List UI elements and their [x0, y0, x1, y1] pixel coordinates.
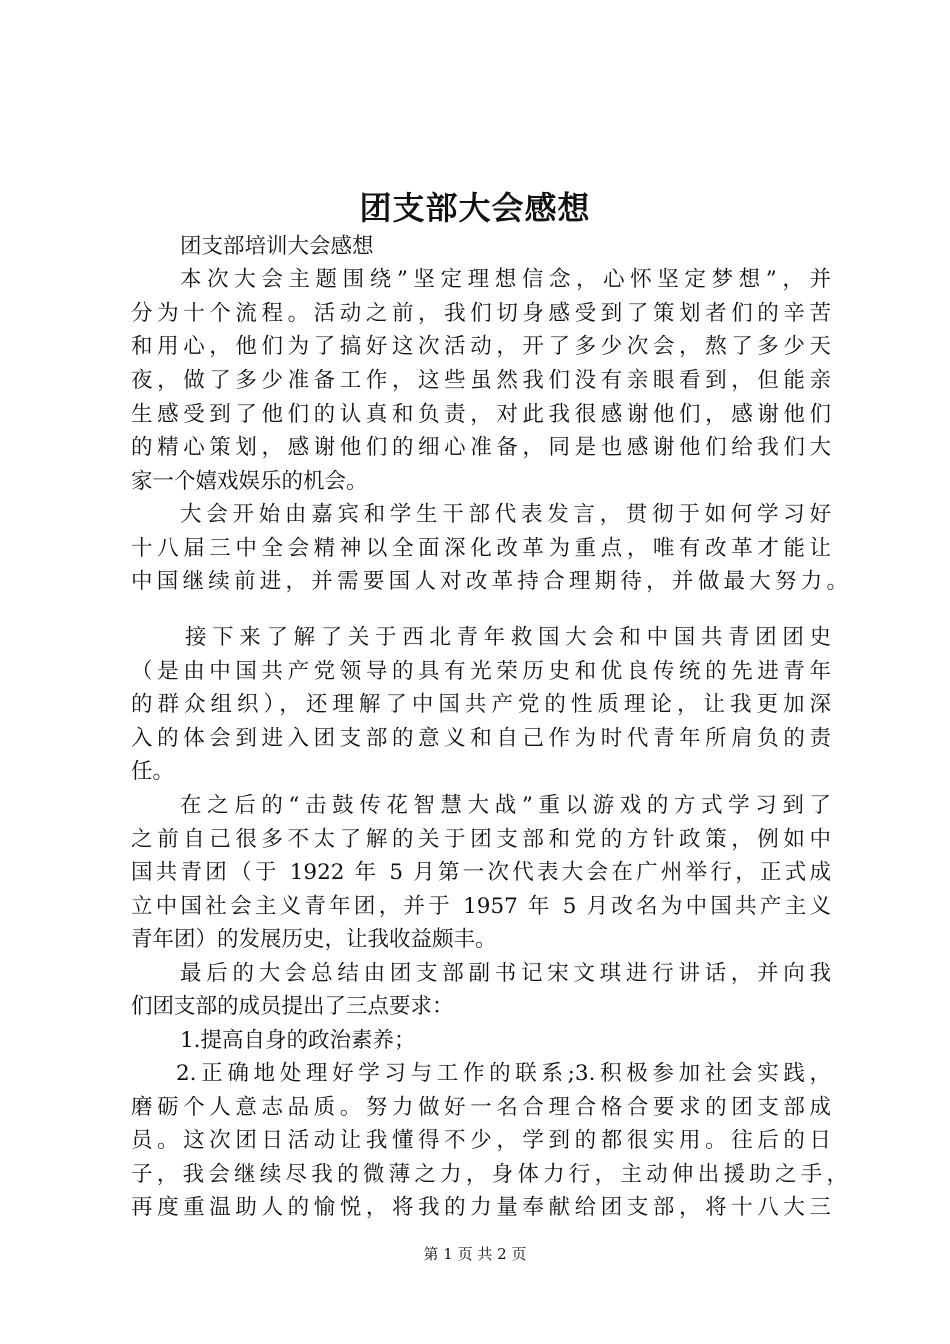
text-line: 夜，做了多少准备工作，这些虽然我们没有亲眼看到，但能亲 — [131, 368, 831, 393]
text-line: 磨砺个人意志品质。努力做好一名合理合格合要求的团支部成 — [131, 1095, 831, 1120]
text-line: 们团支部的成员提出了三点要求： — [131, 994, 454, 1019]
text-line: 团支部培训大会感想 — [180, 234, 374, 259]
text-line: 1.提高自身的政治素养； — [180, 1028, 416, 1053]
text-line: 立中国社会主义青年团，并于 1957 年 5 月改名为中国共产主义 — [131, 894, 831, 919]
text-line: 接下来了解了关于西北青年救国大会和中国共青团团史 — [185, 625, 831, 650]
text-line: 中国继续前进，并需要国人对改革持合理期待，并做最大努力。 — [131, 569, 848, 594]
text-line: 国共青团（于 1922 年 5 月第一次代表大会在广州举行，正式成 — [131, 860, 831, 885]
text-line: 在之后的“击鼓传花智慧大战”重以游戏的方式学习到了 — [180, 793, 831, 818]
text-line: 十八届三中全会精神以全面深化改革为重点，唯有改革才能让 — [131, 536, 831, 561]
text-line: 本次大会主题围绕”坚定理想信念，心怀坚定梦想”，并 — [180, 267, 831, 292]
text-line: 分为十个流程。活动之前，我们切身感受到了策划者们的辛苦 — [131, 301, 831, 326]
page-number-footer: 第 1 页 共 2 页 — [423, 1245, 527, 1263]
text-line: 和用心，他们为了搞好这次活动，开了多少次会，熬了多少天 — [131, 334, 831, 359]
text-line: 青年团）的发展历史，让我收益颇丰。 — [131, 927, 497, 952]
text-line: 员。这次团日活动让我懂得不少，学到的都很实用。往后的日 — [131, 1128, 831, 1153]
text-line: 入的体会到进入团支部的意义和自己作为时代青年所肩负的责 — [131, 726, 831, 751]
text-line: （是由中国共产党领导的具有光荣历史和优良传统的先进青年 — [131, 659, 831, 684]
text-line: 的群众组织），还理解了中国共产党的性质理论，让我更加深 — [131, 692, 831, 717]
text-line: 生感受到了他们的认真和负责，对此我很感谢他们，感谢他们 — [131, 402, 831, 427]
document-title: 团支部大会感想 — [359, 189, 591, 227]
text-line: 2.正确地处理好学习与工作的联系;3.积极参加社会实践， — [176, 1061, 831, 1086]
text-line: 再度重温助人的愉悦，将我的力量奉献给团支部，将十八大三 — [131, 1195, 831, 1220]
text-line: 的精心策划，感谢他们的细心准备，同是也感谢他们给我们大 — [131, 435, 831, 460]
text-line: 之前自己很多不太了解的关于团支部和党的方针政策，例如中 — [131, 827, 831, 852]
text-line: 最后的大会总结由团支部副书记宋文琪进行讲话，并向我 — [180, 961, 831, 986]
text-line: 任。 — [131, 759, 175, 784]
text-line: 家一个嬉戏娱乐的机会。 — [131, 469, 368, 494]
text-line: 子，我会继续尽我的微薄之力，身体力行，主动伸出援助之手， — [131, 1162, 848, 1187]
text-line: 大会开始由嘉宾和学生干部代表发言，贯彻于如何学习好 — [180, 502, 831, 527]
